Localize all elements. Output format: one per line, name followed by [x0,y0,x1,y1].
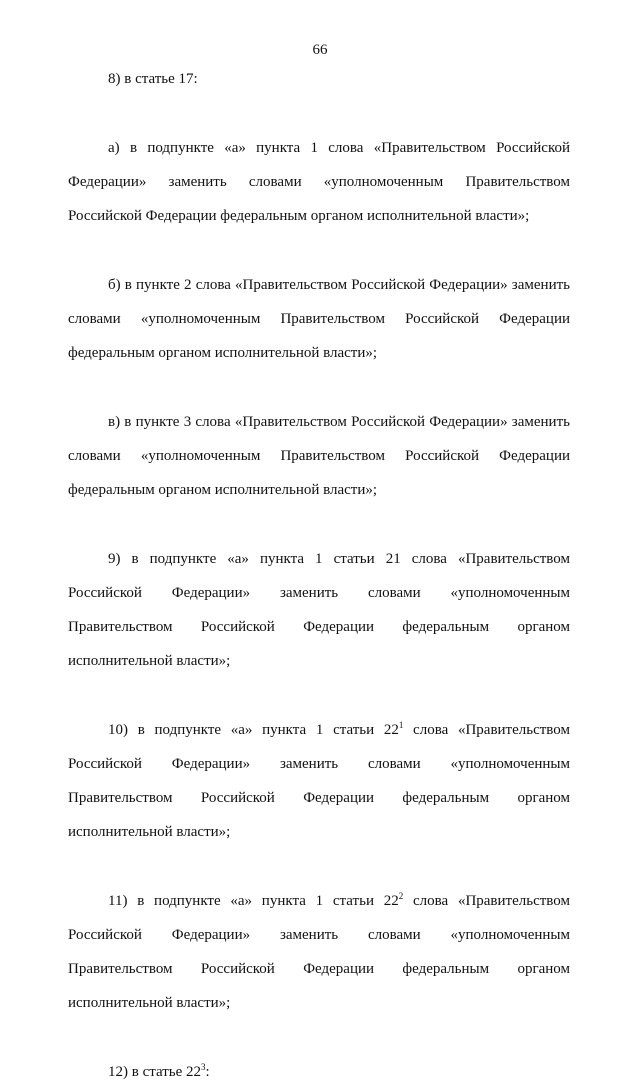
item-11-superscript: 2 [398,891,404,901]
item-11 [68,884,570,1020]
item-8-subitem-b: б) в пункте 2 слова «Правительством Российской Федерации» заменить словами «уполномоченным Правительством Российской Федерации федеральным органом исполнительной власти»; [68,277,570,361]
item-8-subitem-v: в) в пункте 3 слова «Правительством Российской Федерации» заменить словами «уполномоченным Правительством Российской Федерации федеральным органом исполнительной власти»; [68,414,570,498]
item-11-text-end: слова «Правительством Российской Федерации» заменить словами «уполномоченным Правительством Российской Федерации федеральным органом исполнительной власти»; [68,893,570,1011]
item-10-text-end: слова «Правительством Российской Федерации» заменить словами «уполномоченным Правительством Российской Федерации федеральным органом исполнительной власти»; [68,722,570,840]
item-10-text-start: 10) в подпункте «а» пункта 1 статьи 22 [108,722,399,738]
item-12-text-end: : [205,1064,210,1080]
item-12-superscript: 3 [201,1062,206,1072]
item-9: 9) в подпункте «а» пункта 1 статьи 21 слова «Правительством Российской Федерации» заменить словами «уполномоченным Правительством Российской Федерации федеральным органом исполнительной власти»; [68,551,570,669]
document-body [68,62,570,1089]
page-number: 66 [312,42,328,58]
item-8-header: 8) в статье 17: [108,71,198,87]
item-12-text-start: 12) в статье 22 [108,1064,202,1080]
item-10-superscript: 1 [398,720,404,730]
item-10 [68,713,570,849]
item-12 [68,1055,570,1089]
item-11-text-start: 11) в подпункте «а» пункта 1 статьи 22 [108,893,399,909]
item-8-subitem-a: а) в подпункте «а» пункта 1 слова «Правительством Российской Федерации» заменить словами «уполномоченным Правительством Российской Федерации федеральным органом исполнительной власти»; [68,140,570,224]
